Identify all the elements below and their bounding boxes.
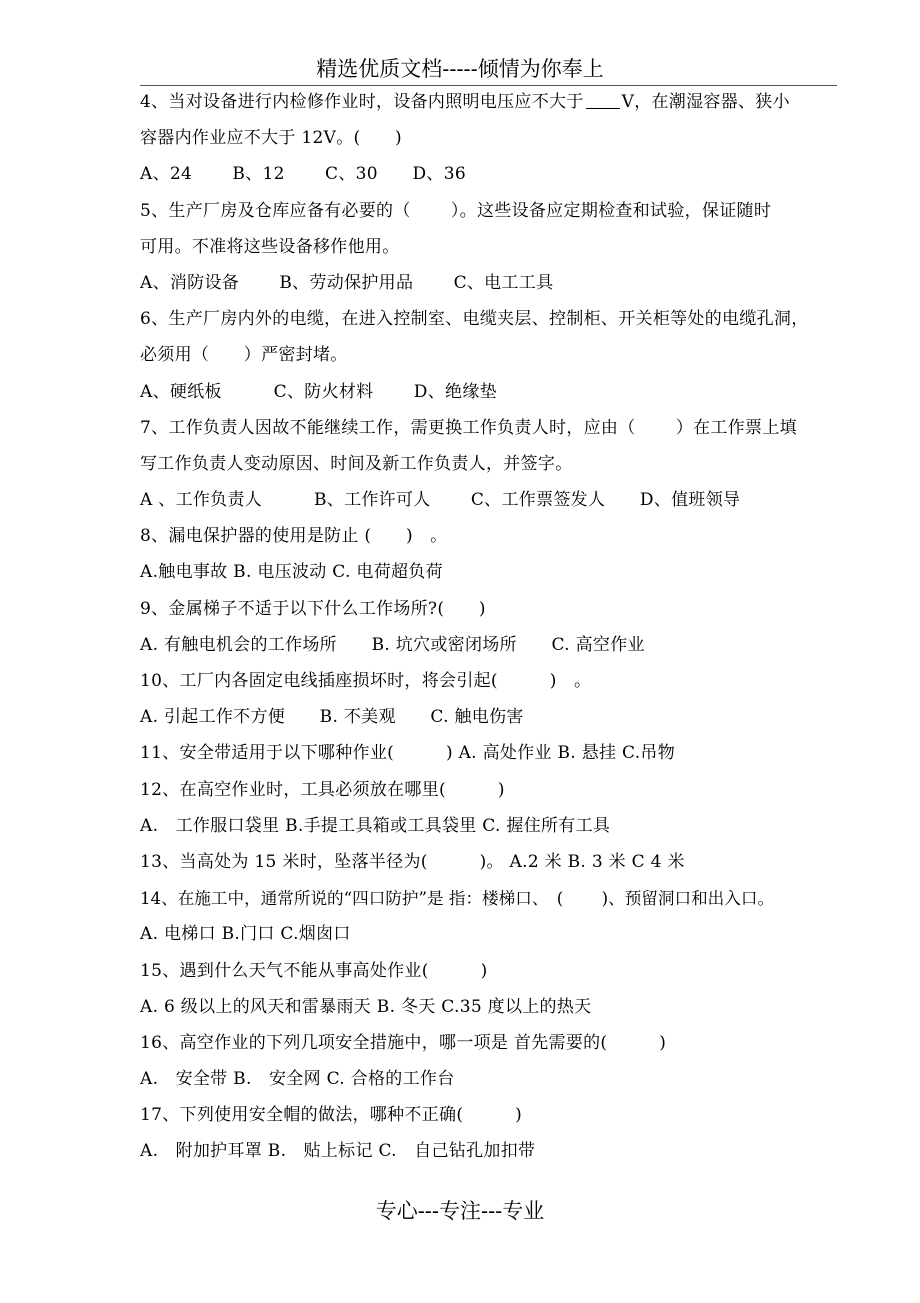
q5-options: A、消防设备 B、劳动保护用品 C、电工工具 (140, 272, 554, 293)
q4-stem-part2: V，在潮湿容器、狭小 (621, 92, 790, 112)
q17-stem: 17、下列使用安全帽的做法，哪种不正确( ) (140, 1105, 523, 1126)
q12-options: A. 工作服口袋里 B.手提工具箱或工具袋里 C. 握住所有工具 (140, 815, 611, 836)
q8-options: A.触电事故 B. 电压波动 C. 电荷超负荷 (140, 562, 443, 583)
q4-stem-line2: 容器内作业应不大于 12V。( ) (140, 128, 402, 149)
q4-stem-line1 (140, 89, 860, 125)
q10-options: A. 引起工作不方便 B. 不美观 C. 触电伤害 (140, 707, 524, 728)
q7-options: A 、工作负责人 B、工作许可人 C、工作票签发人 D、值班领导 (140, 490, 741, 511)
q6-stem-line2: 必须用（ ）严密封堵。 (140, 345, 348, 366)
q4-stem-part1: 4、当对设备进行内检修作业时，设备内照明电压应不大于 (140, 92, 584, 112)
page-footer: 专心---专注---专业 (375, 1199, 545, 1223)
q16-stem: 16、高空作业的下列几项安全措施中，哪一项是 首先需要的( ) (140, 1032, 667, 1053)
q17-options: A. 附加护耳罩 B. 贴上标记 C. 自己钻孔加扣带 (140, 1141, 536, 1162)
q15-options: A. 6 级以上的风天和雷暴雨天 B. 冬天 C.35 度以上的热天 (140, 996, 592, 1017)
q9-options: A. 有触电机会的工作场所 B. 坑穴或密闭场所 C. 高空作业 (140, 634, 645, 655)
q11-stem: 11、安全带适用于以下哪种作业( ) A. 高处作业 B. 悬挂 C.吊物 (140, 743, 675, 764)
q14-stem: 14、在施工中，通常所说的“四口防护”是 指：楼梯口、 ( )、预留洞口和出入口。 (140, 889, 775, 909)
q6-options: A、硬纸板 C、防火材料 D、绝缘垫 (140, 381, 497, 402)
q8-stem: 8、漏电保护器的使用是防止 ( ) 。 (140, 526, 448, 547)
page-header-title: 精选优质文档-----倾情为你奉上 (316, 57, 604, 81)
q12-stem: 12、在高空作业时，工具必须放在哪里( ) (140, 779, 505, 800)
q10-stem: 10、工厂内各固定电线插座损坏时，将会引起( ) 。 (140, 671, 592, 691)
q13-stem: 13、当高处为 15 米时，坠落半径为( )。 A.2 米 B. 3 米 C 4 米 (140, 851, 685, 872)
document-body (140, 89, 860, 1175)
q5-stem-line1: 5、生产厂房及仓库应备有必要的（ ）。这些设备应定期检查和试验，保证随时 (140, 200, 772, 221)
header-divider (140, 85, 837, 86)
q16-options: A. 安全带 B. 安全网 C. 合格的工作台 (140, 1069, 455, 1090)
q4-answer-blank (586, 90, 620, 109)
q6-stem-line1: 6、生产厂房内外的电缆，在进入控制室、电缆夹层、控制柜、开关柜等处的电缆孔洞， (140, 309, 809, 330)
q4-options: A、24 B、12 C、30 D、36 (140, 164, 466, 185)
q15-stem: 15、遇到什么天气不能从事高处作业( ) (140, 960, 488, 981)
q9-stem: 9、金属梯子不适于以下什么工作场所?( ) (140, 598, 486, 619)
q7-stem-line1: 7、工作负责人因故不能继续工作，需更换工作负责人时，应由（ ）在工作票上填 (140, 417, 797, 438)
q14-options: A. 电梯口 B.门口 C.烟囱口 (140, 924, 351, 945)
q7-stem-line2: 写工作负责人变动原因、时间及新工作负责人，并签字。 (140, 453, 573, 474)
q5-stem-line2: 可用。不准将这些设备移作他用。 (140, 236, 400, 257)
